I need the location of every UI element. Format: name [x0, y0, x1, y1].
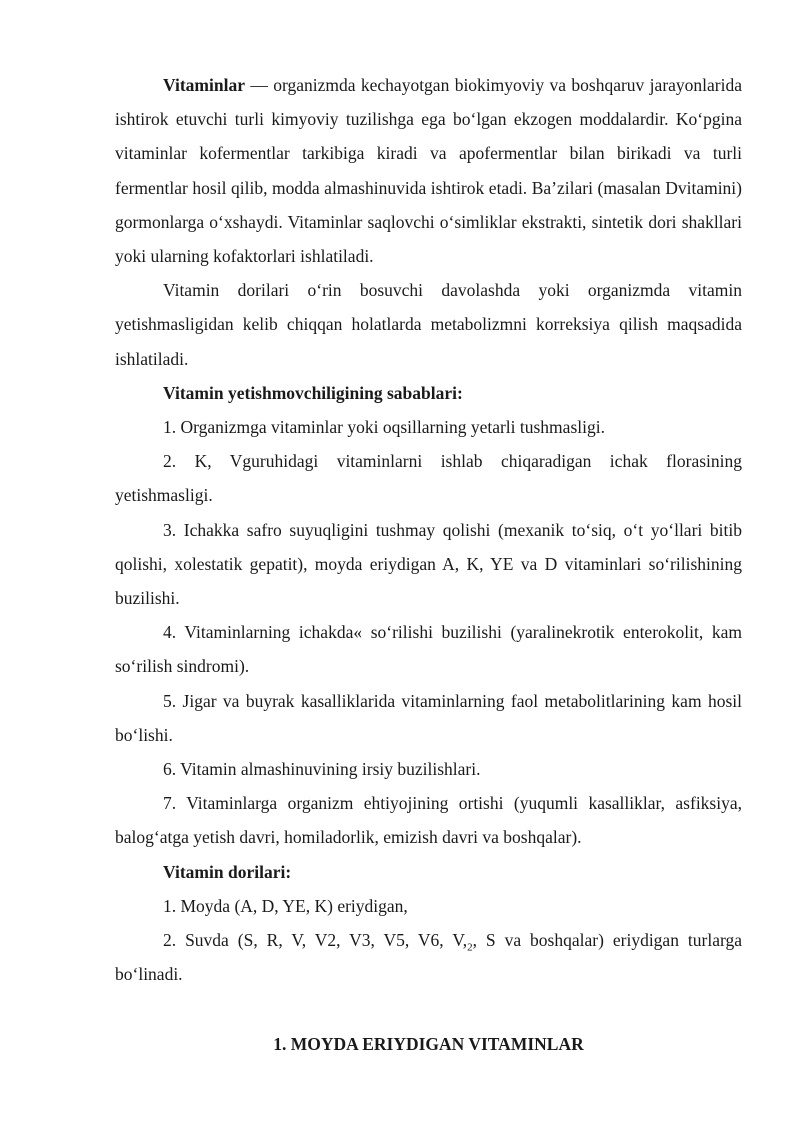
drug-item-2: [115, 923, 742, 991]
cause-item-2: 2. K, Vguruhidagi vitaminlarni ishlab chiqaradigan ichak florasining yetishmasligi.: [115, 451, 742, 506]
cause-item-6: 6. Vitamin almashinuvining irsiy buzilishlari.: [163, 759, 481, 780]
drug-item-2-text-start: 2. Suvda (S, R, V, V2, V3, V5, V6, V,: [163, 930, 468, 951]
intro-paragraph: [115, 68, 742, 273]
drug-item-1: 1. Moyda (A, D, YE, K) eriydigan,: [163, 895, 408, 916]
document-page: [115, 68, 742, 1062]
drugs-heading: Vitamin dorilari:: [163, 861, 292, 882]
cause-item-1: 1. Organizmga vitaminlar yoki oqsillarning yetarli tushmasligi.: [163, 417, 605, 438]
drug-item-2-subscript: 2: [467, 941, 473, 954]
cause-item-4: 4. Vitaminlarning ichakda« so‘rilishi buzilishi (yaralinekrotik enterokolit, kam so‘rilish sindromi).: [115, 622, 742, 677]
usage-paragraph: Vitamin dorilari o‘rin bosuvchi davolashda yoki organizmda vitamin yetishmasligidan kelib chiqqan holatlarda metabolizmni korreksiya qilish maqsadida ishlatiladi.: [115, 280, 742, 369]
section-title: 1. MOYDA ERIYDIGAN VITAMINLAR: [273, 1034, 584, 1055]
cause-item-3: 3. Ichakka safro suyuqligini tushmay qolishi (mexanik to‘siq, o‘t yo‘llari bitib qolishi, xolestatik gepatit), moyda eriydigan A, K, YE va D vitaminlari so‘rilishining buzilishi.: [115, 519, 742, 609]
drug-item-2-text-end: , S va boshqalar) eriydigan turlarga bo‘linadi.: [115, 930, 742, 985]
causes-heading: Vitamin yetishmovchiligining sabablari:: [163, 382, 463, 403]
intro-term: Vitaminlar: [163, 75, 245, 95]
intro-definition: — organizmda kechayotgan biokimyoviy va boshqaruv jarayonlarida ishtirok etuvchi turli kimyoviy tuzilishga ega bo‘lgan ekzogen moddalardir. Ko‘pgina vitaminlar kofermentlar tarkibiga kiradi va apofermentlar bilan birikadi va turli fermentlar hosil qilib, modda almashinuvida ishtirok etadi. Ba’zilari (masalan Dvitamini) gormonlarga o‘xshaydi. Vitaminlar saqlovchi o‘simliklar ekstrakti, sintetik dori shakllari yoki ularning kofaktorlari ishlatiladi.: [115, 75, 742, 267]
cause-item-5: 5. Jigar va buyrak kasalliklarida vitaminlarning faol metabolitlarining kam hosil bo‘lishi.: [115, 690, 742, 745]
cause-item-7: 7. Vitaminlarga organizm ehtiyojining ortishi (yuqumli kasalliklar, asfiksiya, balog‘atga yetish davri, homiladorlik, emizish davri va boshqalar).: [115, 793, 742, 848]
